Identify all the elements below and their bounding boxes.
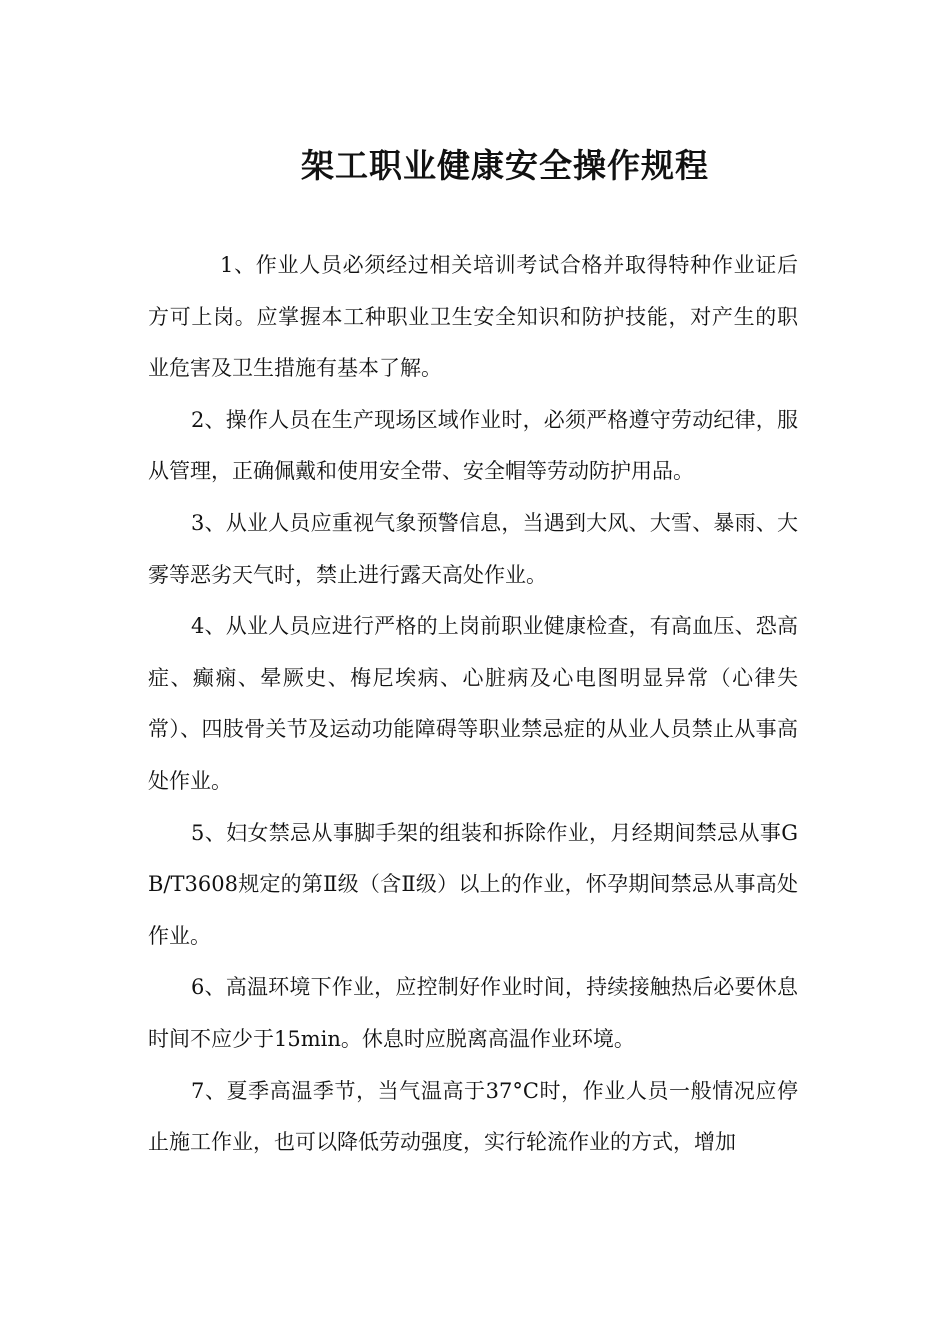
paragraph-5: 5、妇女禁忌从事脚手架的组装和拆除作业，月经期间禁忌从事GB/T3608规定的第Ⅱ级（含Ⅱ级）以上的作业，怀孕期间禁忌从事高处作业。: [148, 820, 798, 948]
paragraph-4: 4、从业人员应进行严格的上岗前职业健康检查，有高血压、恐高症、癫痫、晕厥史、梅尼埃病、心脏病及心电图明显异常（心律失常）、四肢骨关节及运动功能障碍等职业禁忌症的从业人员禁止从事高处作业。: [148, 614, 798, 793]
paragraph-2: 2、操作人员在生产现场区域作业时，必须严格遵守劳动纪律，服从管理，正确佩戴和使用安全带、安全帽等劳动防护用品。: [148, 407, 798, 484]
paragraph-3: 3、从业人员应重视气象预警信息，当遇到大风、大雪、暴雨、大雾等恶劣天气时，禁止进行露天高处作业。: [148, 510, 798, 587]
document-body: [148, 240, 798, 1169]
page-title: 架工职业健康安全操作规程: [301, 146, 709, 186]
paragraph-6: 6、高温环境下作业，应控制好作业时间，持续接触热后必要休息时间不应少于15min。休息时应脱离高温作业环境。: [148, 975, 798, 1051]
paragraph-1: 1、作业人员必须经过相关培训考试合格并取得特种作业证后方可上岗。应掌握本工种职业卫生安全知识和防护技能，对产生的职业危害及卫生措施有基本了解。: [148, 253, 798, 381]
paragraph-7: 7、夏季高温季节，当气温高于37°C时，作业人员一般情况应停止施工作业，也可以降低劳动强度，实行轮流作业的方式，增加: [148, 1078, 798, 1155]
